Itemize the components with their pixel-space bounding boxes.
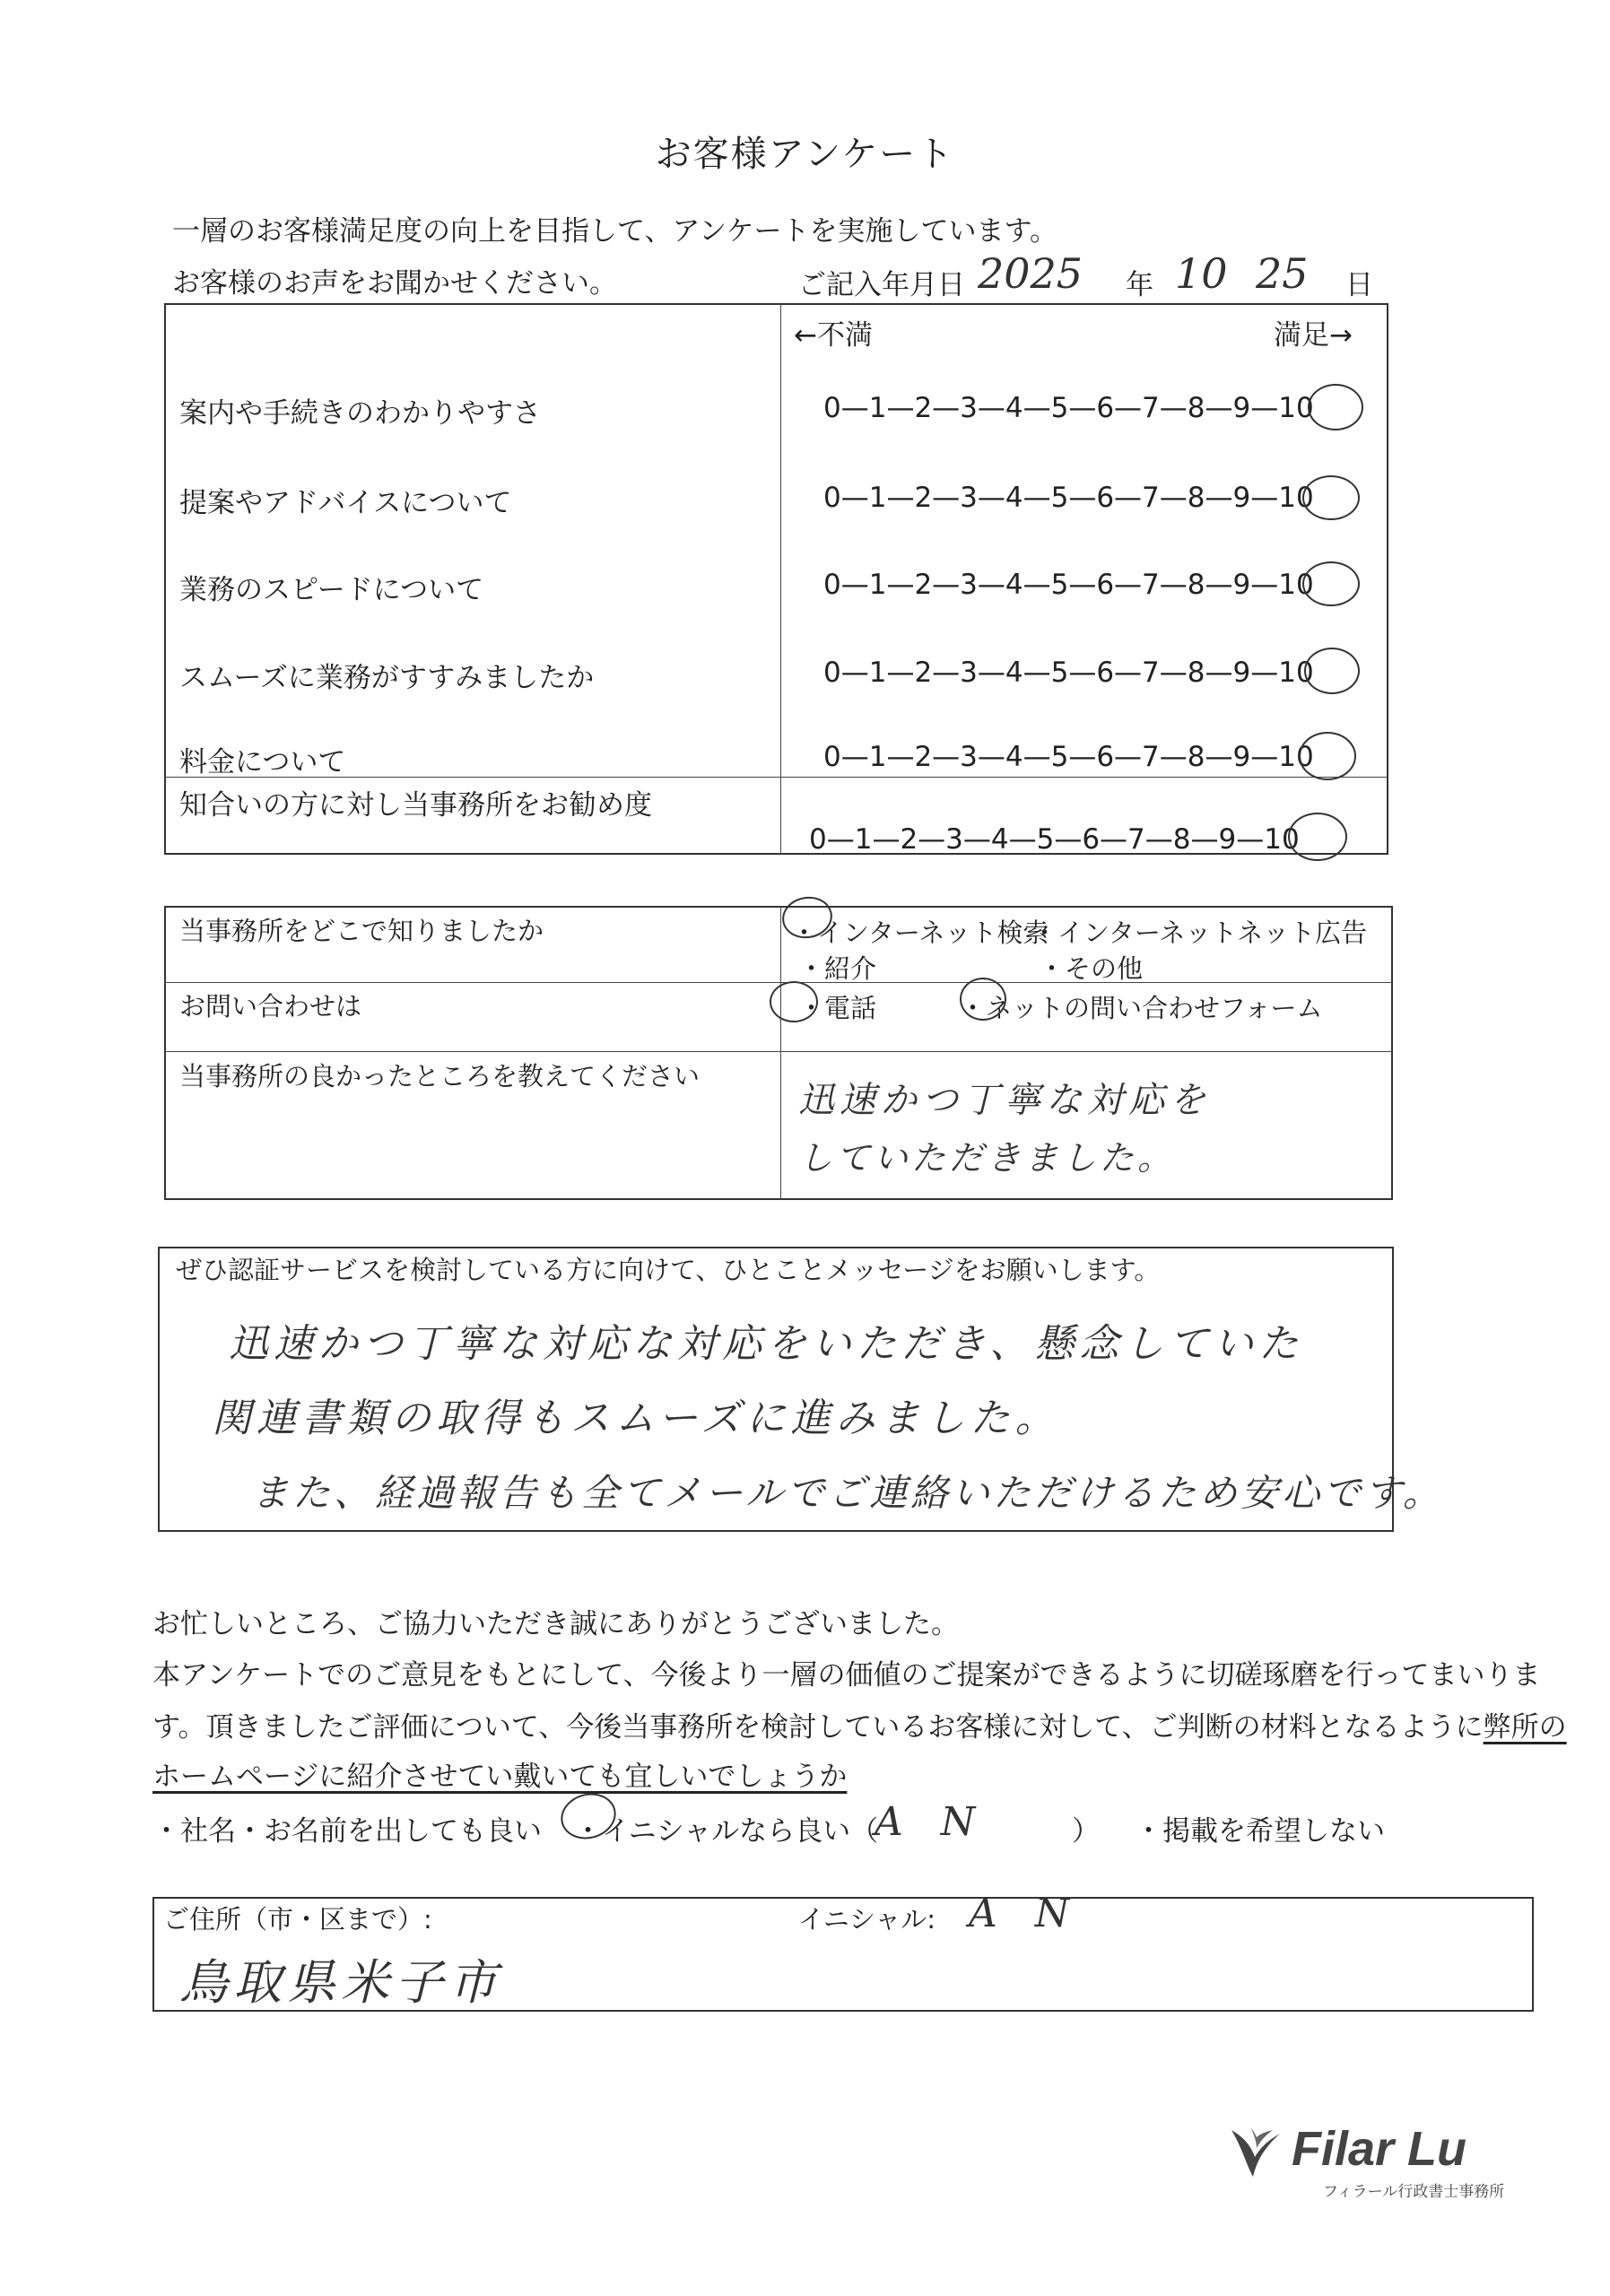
question-5-selected-mark (1299, 732, 1356, 780)
message-line-1: 迅速かつ丁寧な対応な対応をいただき、懸念していた (229, 1321, 1304, 1367)
closing-line-1: お忙しいところ、ご協力いただき誠にありがとうございました。 (152, 1608, 959, 1640)
consent-initials-value: A N (875, 1799, 988, 1845)
page-title: お客様アンケート (655, 134, 955, 175)
contact-selected-mark-web (960, 978, 1006, 1021)
leaf-icon (1224, 2121, 1287, 2184)
closing-line-4: ホームページに紹介させてい戴いても宜しいでしょうか (152, 1761, 848, 1793)
question-2-label: 提案やアドバイスについて (179, 487, 512, 519)
question-1-scale: 0—1—2—3—4—5—6—7—8—9—10 (823, 392, 1314, 424)
closing-line-3-underlined: 弊所の (1483, 1711, 1567, 1744)
contact-question: お問い合わせは (179, 991, 362, 1022)
question-3-scale: 0—1—2—3—4—5—6—7—8—9—10 (823, 569, 1314, 601)
date-month: 10 (1175, 249, 1228, 298)
good-points-question: 当事務所の良かったところを教えてください (179, 1061, 701, 1091)
source-option-internet-search: ・インターネット検索 (791, 918, 1049, 948)
question-6-label: 知合いの方に対し当事務所をお勧め度 (179, 789, 652, 822)
question-4-label: スムーズに業務がすすみましたか (179, 662, 595, 694)
intro-line-2: お客様のお声をお聞かせください。 (172, 267, 617, 300)
logo-name: Filar Lu (1292, 2122, 1467, 2176)
question-6-scale: 0—1—2—3—4—5—6—7—8—9—10 (809, 823, 1300, 856)
source-option-other: ・その他 (1039, 953, 1144, 984)
question-3-selected-mark (1302, 561, 1360, 606)
rating-table-rowline (164, 777, 1388, 778)
consent-option-initials: ・イニシャルなら良い（ (574, 1815, 879, 1848)
info-table-divider (780, 906, 781, 1200)
question-5-scale: 0—1—2—3—4—5—6—7—8—9—10 (823, 741, 1314, 773)
scale-right-label: 満足→ (1274, 319, 1353, 352)
question-2-selected-mark (1302, 475, 1360, 520)
source-option-internet-ad: ・インターネットネット広告 (1031, 918, 1368, 948)
question-5-label: 料金について (179, 746, 346, 778)
date-day: 25 (1256, 249, 1309, 298)
address-value: 鳥取県米子市 (179, 1954, 502, 2011)
message-prompt: ぜひ認証サービスを検討している方に向けて、ひとことメッセージをお願いします。 (176, 1255, 1161, 1285)
question-6-selected-mark (1288, 813, 1347, 861)
question-2-scale: 0—1—2—3—4—5—6—7—8—9—10 (823, 482, 1314, 514)
logo-subtitle: フィラール行政書士事務所 (1323, 2183, 1505, 2201)
contact-option-web-form: ・ネットの問い合わせフォーム (960, 993, 1323, 1023)
info-table-rowline-1 (164, 982, 1393, 983)
good-points-answer-line-2: していただきました。 (798, 1138, 1176, 1178)
scale-left-label: ←不満 (794, 319, 873, 352)
info-table (164, 906, 1393, 1200)
date-day-unit: 日 (1345, 269, 1373, 301)
consent-option-full-name: ・社名・お名前を出しても良い (152, 1815, 542, 1848)
closing-line-3-text: す。頂きましたご評価について、今後当事務所を検討しているお客様に対して、ご判断の材料となるように (152, 1711, 1484, 1744)
question-1-selected-mark (1308, 384, 1363, 430)
date-year: 2025 (978, 249, 1083, 298)
question-4-selected-mark (1304, 648, 1360, 694)
date-label: ご記入年月日 (798, 269, 965, 301)
date-year-unit: 年 (1126, 269, 1153, 301)
intro-line-1: 一層のお客様満足度の向上を目指して、アンケートを実施しています。 (172, 215, 1058, 248)
message-line-2: 関連書類の取得もスムーズに進みました。 (212, 1396, 1060, 1441)
message-line-3: また、経過報告も全てメールでご連絡いただけるため安心です。 (251, 1471, 1444, 1515)
rating-table-divider (780, 303, 781, 855)
contact-option-phone: ・電話 (798, 993, 877, 1023)
address-label: ご住所（市・区まで）: (163, 1904, 432, 1935)
initial-label: イニシャル: (798, 1904, 936, 1935)
source-option-referral: ・紹介 (798, 953, 877, 984)
consent-option-no-publish: ・掲載を希望しない (1135, 1815, 1385, 1848)
good-points-answer-line-1: 迅速かつ丁寧な対応を (798, 1080, 1211, 1121)
question-4-scale: 0—1—2—3—4—5—6—7—8—9—10 (823, 657, 1314, 689)
info-table-rowline-2 (164, 1051, 1393, 1052)
source-question: 当事務所をどこで知りましたか (179, 916, 544, 946)
closing-line-3 (152, 1704, 1567, 1744)
contact-selected-mark-phone (770, 981, 818, 1022)
consent-close-paren: ） (1072, 1815, 1100, 1848)
initial-value: A N (969, 1891, 1083, 1936)
question-3-label: 業務のスピードについて (179, 574, 484, 606)
question-1-label: 案内や手続きのわかりやすさ (179, 397, 541, 430)
closing-line-2: 本アンケートでのご意見をもとにして、今後より一層の価値のご提案ができるように切磋琢磨を行ってまいりま (152, 1659, 1541, 1692)
